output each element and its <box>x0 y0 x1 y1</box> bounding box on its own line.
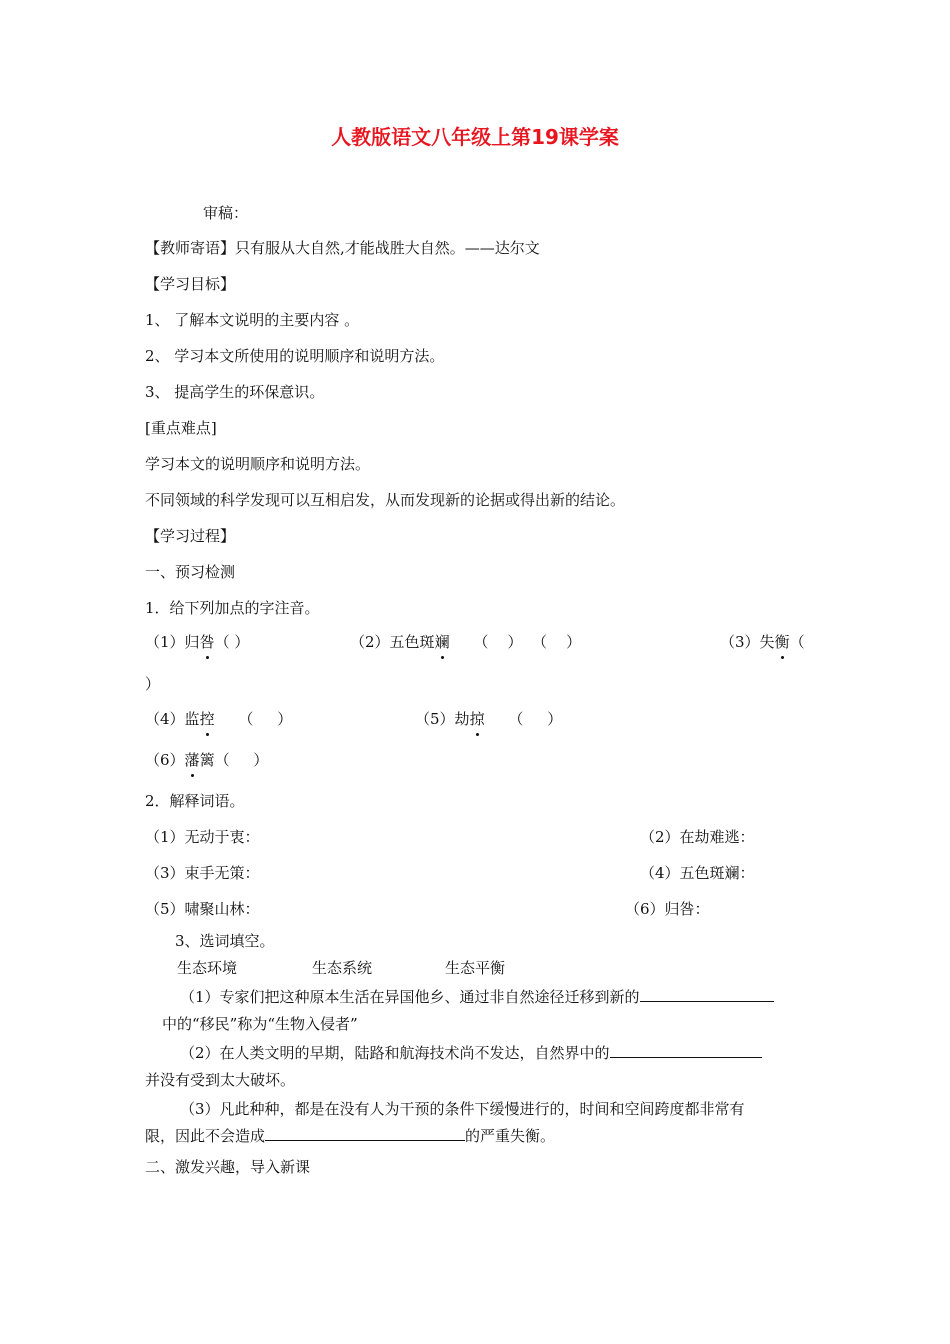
vocab-item: （3）束手无策： <box>145 864 260 882</box>
key-points-heading: [重点难点] <box>145 419 217 437</box>
goal-item: 2、 学习本文所使用的说明顺序和说明方法。 <box>145 347 445 365</box>
word-choice: 生态环境 <box>177 959 238 977</box>
fill-sentence-1-cont: 中的“移民”称为“生物入侵者” <box>162 1015 358 1033</box>
fill-sentence-2 <box>180 1043 762 1063</box>
vocab-item: （4）五色斑斓： <box>640 864 755 882</box>
fill-blank[interactable] <box>610 1043 762 1058</box>
item-text: 劫 <box>454 710 470 728</box>
sentence-text: （2）在人类文明的早期，陆路和航海技术尚不发达，自然界中的 <box>180 1044 610 1062</box>
dotted-char: 控 <box>199 710 215 728</box>
sentence-text: 的严重失衡。 <box>465 1127 556 1145</box>
answer-blank: （ ） <box>484 710 563 728</box>
item-number: （6） <box>145 751 185 769</box>
dotted-char: 掠 <box>469 710 485 728</box>
item-text: 五色斑 <box>389 633 435 651</box>
section-preview: 一、预习检测 <box>145 563 236 581</box>
teacher-quote: 【教师寄语】只有服从大自然,才能战胜大自然。——达尔文 <box>145 239 540 257</box>
item-number: （1） <box>145 633 185 651</box>
dotted-char: 衡 <box>774 633 790 651</box>
fill-blank[interactable] <box>265 1126 465 1141</box>
page-title: 人教版语文八年级上第19课学案 <box>331 125 619 149</box>
pinyin-item-5 <box>415 709 562 729</box>
item-number: （5） <box>415 710 455 728</box>
pinyin-item-3 <box>720 632 805 652</box>
fill-sentence-3-cont <box>145 1126 555 1146</box>
goal-item: 3、 提高学生的环保意识。 <box>145 383 325 401</box>
answer-blank: （ ） <box>214 633 250 651</box>
process-heading: 【学习过程】 <box>145 527 236 545</box>
item-number: （4） <box>145 710 185 728</box>
word-choice: 生态系统 <box>312 959 373 977</box>
pinyin-item-6 <box>145 750 268 770</box>
dotted-char: 藩 <box>184 751 200 769</box>
key-point-item: 不同领域的科学发现可以互相启发，从而发现新的论据或得出新的结论。 <box>145 491 626 509</box>
reviewer-label: 审稿： <box>203 204 249 222</box>
question-1-label: 1．给下列加点的字注音。 <box>145 599 320 617</box>
pinyin-item-2 <box>350 632 581 652</box>
item-number: （3） <box>720 633 760 651</box>
item-text: 归 <box>184 633 200 651</box>
answer-blank: （ <box>789 633 805 651</box>
vocab-item: （1）无动于衷： <box>145 828 260 846</box>
item-text: 失 <box>759 633 775 651</box>
vocab-item: （2）在劫难逃： <box>640 828 755 846</box>
section-intro: 二、激发兴趣，导入新课 <box>145 1158 311 1176</box>
answer-blank: （ ） <box>214 710 293 728</box>
goal-item: 1、 了解本文说明的主要内容 。 <box>145 311 360 329</box>
fill-sentence-1 <box>180 987 774 1007</box>
key-point-item: 学习本文的说明顺序和说明方法。 <box>145 455 371 473</box>
dotted-char: 斓 <box>434 633 450 651</box>
vocab-item: （5）啸聚山林： <box>145 900 260 918</box>
answer-blank: （ ） （ ） <box>449 633 582 651</box>
item-number: （2） <box>350 633 390 651</box>
pinyin-item-4 <box>145 709 292 729</box>
question-2-label: 2．解释词语。 <box>145 792 245 810</box>
fill-sentence-2-cont: 并没有受到太大破坏。 <box>145 1071 296 1089</box>
answer-blank: 篱（ ） <box>199 751 269 769</box>
word-choice: 生态平衡 <box>445 959 506 977</box>
fill-blank[interactable] <box>640 987 774 1002</box>
dotted-char: 咎 <box>199 633 215 651</box>
question-3-label: 3、选词填空。 <box>175 932 275 950</box>
pinyin-item-1 <box>145 632 249 652</box>
goals-heading: 【学习目标】 <box>145 275 236 293</box>
sentence-text: （1）专家们把这种原本生活在异国他乡、通过非自然途径迁移到新的 <box>180 988 640 1006</box>
paren-close: ） <box>145 675 161 693</box>
item-text: 监 <box>184 710 200 728</box>
vocab-item: （6）归咎： <box>625 900 710 918</box>
sentence-text: 限，因此不会造成 <box>145 1127 266 1145</box>
fill-sentence-3: （3）凡此种种，都是在没有人为干预的条件下缓慢进行的，时间和空间跨度都非常有 <box>180 1100 745 1118</box>
